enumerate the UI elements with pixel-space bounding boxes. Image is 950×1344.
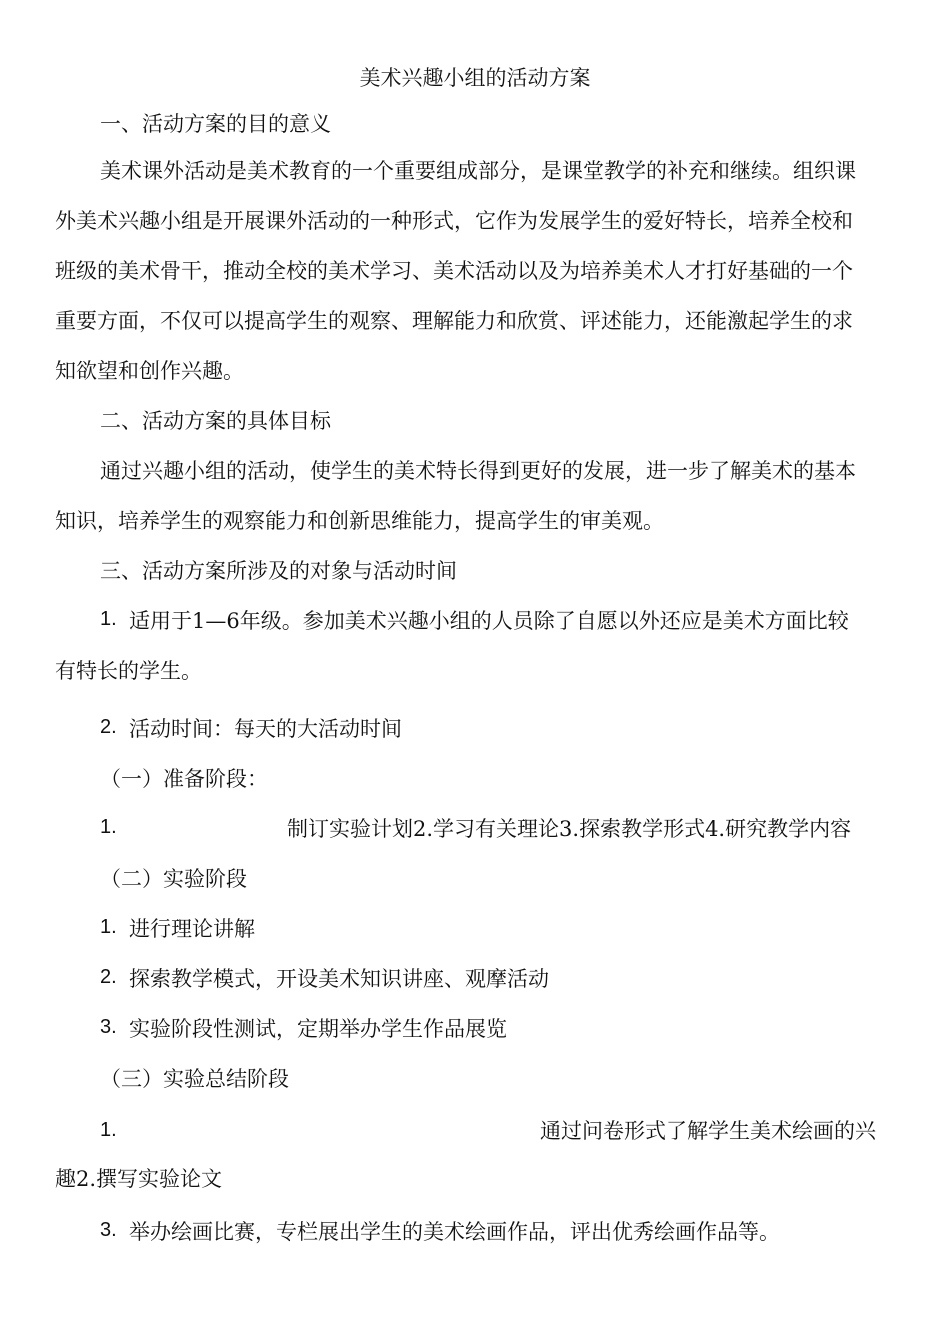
section-1-paragraph-line: 班级的美术骨干，推动全校的美术学习、美术活动以及为培养美术人才打好基础的一个: [55, 259, 853, 283]
list-item-text: 进行理论讲解: [129, 917, 255, 941]
list-number: 2.: [100, 966, 117, 988]
list-item-text: 适用于1—6年级。参加美术兴趣小组的人员除了自愿以外还应是美术方面比较: [129, 609, 849, 633]
section-1-paragraph-line: 重要方面，不仅可以提高学生的观察、理解能力和欣赏、评述能力，还能激起学生的求: [55, 309, 853, 333]
section-3-heading: 三、活动方案所涉及的对象与活动时间: [100, 559, 457, 583]
document-title: 美术兴趣小组的活动方案: [359, 66, 591, 90]
list-item-continuation: 趣2.撰写实验论文: [55, 1167, 223, 1191]
list-number: 1.: [100, 916, 117, 938]
list-item-text: 活动时间：每天的大活动时间: [129, 717, 402, 741]
list-item-text: 通过问卷形式了解学生美术绘画的兴: [540, 1119, 876, 1143]
list-item-text: 探索教学模式，开设美术知识讲座、观摩活动: [129, 967, 549, 991]
list-item-text: 制订实验计划2.学习有关理论3.探索教学形式4.研究教学内容: [287, 817, 852, 841]
section-2-paragraph-line: 知识，培养学生的观察能力和创新思维能力，提高学生的审美观。: [55, 509, 664, 533]
list-number: 1.: [100, 608, 117, 630]
section-2-heading: 二、活动方案的具体目标: [100, 409, 331, 433]
list-item-continuation: 有特长的学生。: [55, 659, 202, 683]
section-1-paragraph-line: 美术课外活动是美术教育的一个重要组成部分，是课堂教学的补充和继续。组织课: [100, 159, 856, 183]
list-number: 1.: [100, 1119, 117, 1141]
list-item-text: 举办绘画比赛，专栏展出学生的美术绘画作品，评出优秀绘画作品等。: [129, 1220, 780, 1244]
list-number: 1.: [100, 816, 117, 838]
list-number: 2.: [100, 716, 117, 738]
list-number: 3.: [100, 1016, 117, 1038]
section-1-heading: 一、活动方案的目的意义: [100, 112, 331, 136]
list-item-text: 实验阶段性测试，定期举办学生作品展览: [129, 1017, 507, 1041]
phase-1-heading: （一）准备阶段：: [100, 767, 268, 791]
phase-3-heading: （三）实验总结阶段: [100, 1067, 289, 1091]
section-1-paragraph-line: 知欲望和创作兴趣。: [55, 359, 244, 383]
phase-2-heading: （二）实验阶段: [100, 867, 247, 891]
section-1-paragraph-line: 外美术兴趣小组是开展课外活动的一种形式，它作为发展学生的爱好特长，培养全校和: [55, 209, 853, 233]
section-2-paragraph-line: 通过兴趣小组的活动，使学生的美术特长得到更好的发展，进一步了解美术的基本: [100, 459, 856, 483]
list-number: 3.: [100, 1219, 117, 1241]
